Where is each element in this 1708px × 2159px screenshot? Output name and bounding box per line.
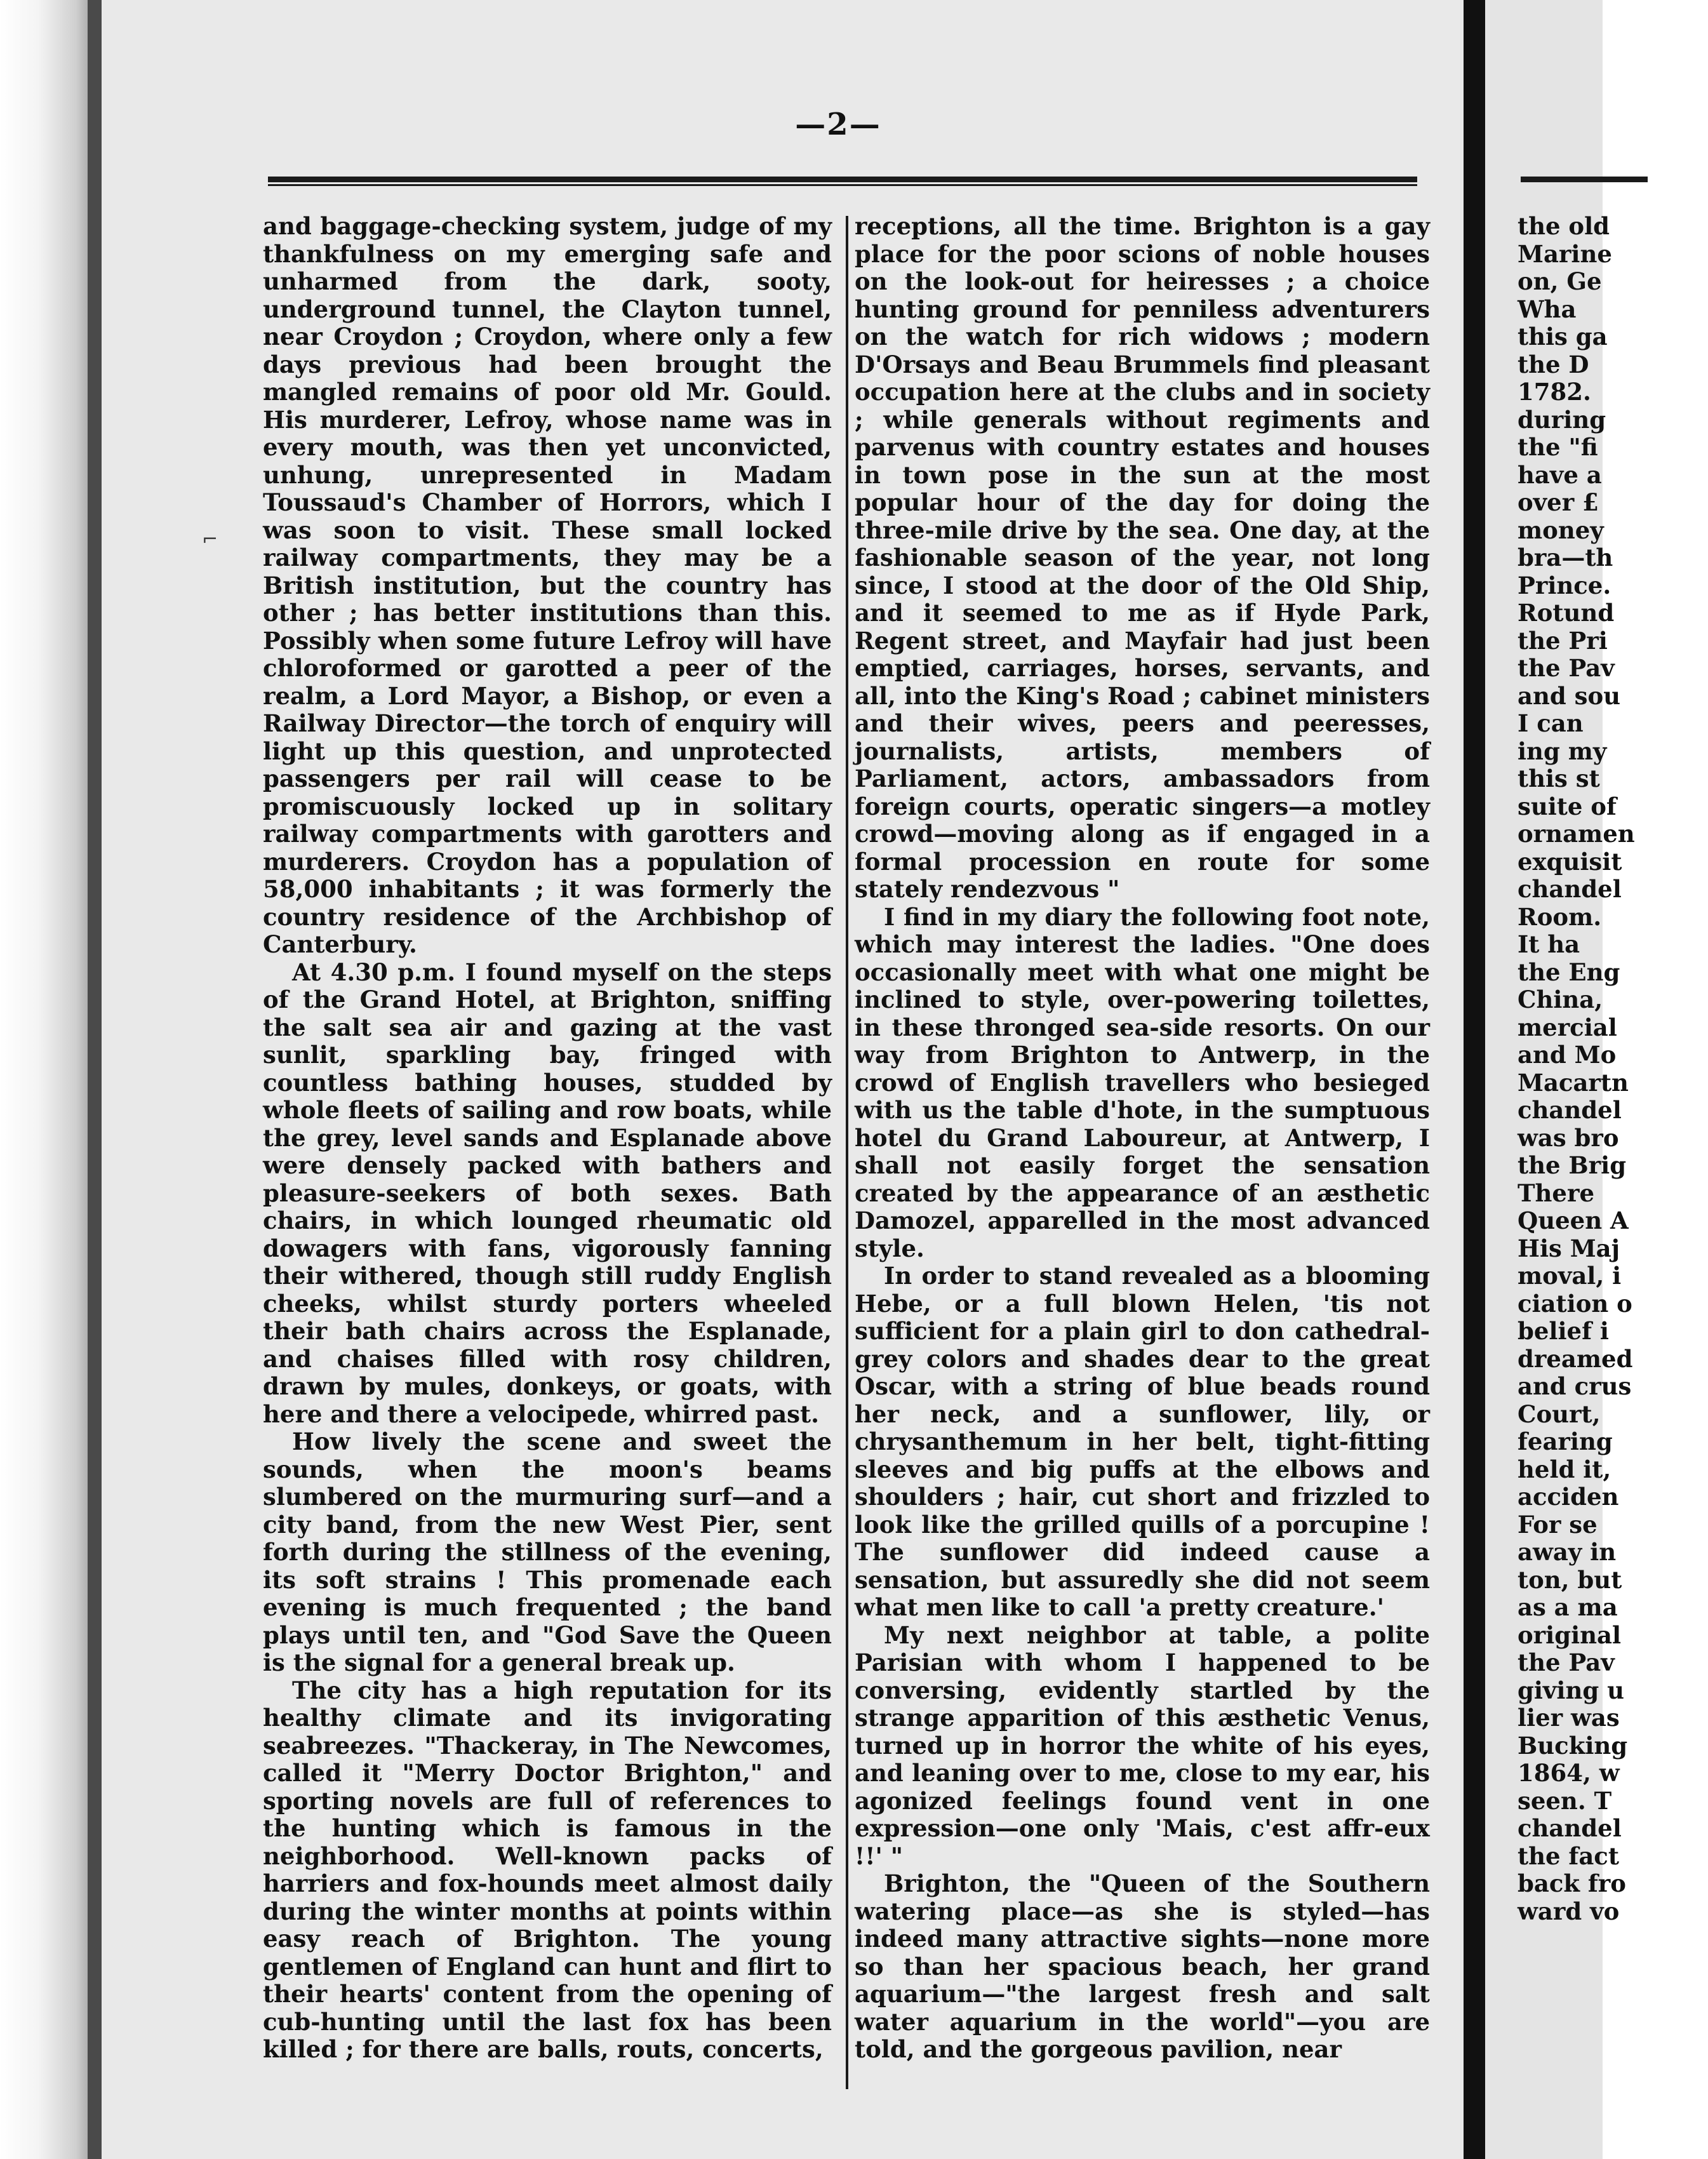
- page-number: —2—: [795, 107, 881, 142]
- column-1-paragraph: The city has a high reputation for its healthy climate and its invigorating seabreezes. "Thackeray, in The Newcomes, called it "Merry Doctor Brighton," and sporting novels are full of references to the hunting which is famous in the neighborhood. Well-known packs of harriers and fox-hounds meet almost daily during the winter months at points within easy reach of Brighton. The young gentlemen of England can hunt and flirt to their hearts' content from the opening of cub-hunting until the last fox has been killed ; for there are balls, routs, concerts,: [263, 1676, 832, 2063]
- adjacent-column-line: and crus: [1518, 1372, 1632, 1400]
- adjacent-column-line: Room.: [1518, 902, 1602, 931]
- adjacent-column-line: the Pav: [1518, 1648, 1615, 1676]
- adjacent-column-line: It ha: [1518, 930, 1580, 958]
- adjacent-column-line: chandel: [1518, 1096, 1622, 1124]
- adjacent-column-line: ornamen: [1518, 820, 1635, 848]
- adjacent-column-line: chandel: [1518, 1814, 1622, 1842]
- adjacent-column-line: belief i: [1518, 1317, 1609, 1345]
- adjacent-column-line: chandel: [1518, 875, 1622, 903]
- article-column-1: [263, 213, 832, 2064]
- adjacent-column-line: There: [1518, 1179, 1595, 1207]
- adjacent-column-line: the old: [1518, 212, 1610, 240]
- adjacent-page-rule: [1521, 177, 1648, 182]
- adjacent-column-line: 1782.: [1518, 378, 1591, 406]
- adjacent-column-line: Bucking: [1518, 1731, 1628, 1760]
- adjacent-column-line: I can: [1518, 709, 1584, 737]
- adjacent-column-line: the Brig: [1518, 1151, 1627, 1179]
- adjacent-column-line: moval, i: [1518, 1262, 1622, 1290]
- article-column-2: [855, 213, 1430, 2064]
- adjacent-column-line: original: [1518, 1621, 1622, 1649]
- adjacent-column-line: exquisit: [1518, 847, 1622, 876]
- adjacent-column-line: ward vo: [1518, 1897, 1620, 1925]
- adjacent-column-line: Wha: [1518, 295, 1577, 323]
- adjacent-column-line: money: [1518, 516, 1604, 544]
- stray-mark: ⌐: [202, 528, 218, 551]
- adjacent-column-line: held it,: [1518, 1455, 1611, 1483]
- header-rule-thin: [268, 184, 1417, 186]
- adjacent-column-line: mercial: [1518, 1013, 1617, 1041]
- adjacent-column-line: back fro: [1518, 1869, 1626, 1897]
- adjacent-column-line: 1864, w: [1518, 1759, 1620, 1787]
- column-2-paragraph: In order to stand revealed as a blooming Hebe, or a full blown Helen, 'tis not sufficient for a plain girl to don cathedral-grey colors and shades dear to the great Oscar, with a string of blue beads round her neck, and a sunflower, lily, or chrysanthemum in her belt, tight-fitting sleeves and big puffs at the elbows and shoulders ; hair, cut short and frizzled to look like the grilled quills of a porcupine ! The sunflower did indeed cause a sensation, but assuredly she did not seem what men like to call 'a pretty creature.': [855, 1262, 1430, 1621]
- column-2-paragraph: Brighton, the "Queen of the Southern watering place—as she is styled—has indeed many attractive sights—none more so than her spacious beach, her grand aquarium—"the largest fresh and salt water aquarium in the world"—you are told, and the gorgeous pavilion, near: [855, 1869, 1430, 2063]
- adjacent-column-line: over £: [1518, 488, 1599, 516]
- adjacent-column-line: the fact: [1518, 1842, 1619, 1870]
- adjacent-column-line: lier was: [1518, 1704, 1620, 1732]
- adjacent-page-column: [1518, 213, 1708, 1925]
- adjacent-column-line: have a: [1518, 460, 1602, 489]
- adjacent-column-line: ciation o: [1518, 1289, 1632, 1318]
- adjacent-column-line: Macartn: [1518, 1068, 1629, 1097]
- adjacent-column-line: bra—th: [1518, 544, 1613, 572]
- adjacent-column-line: fearing: [1518, 1427, 1613, 1455]
- adjacent-column-line: and sou: [1518, 681, 1621, 710]
- adjacent-column-line: suite of: [1518, 792, 1617, 820]
- adjacent-column-line: acciden: [1518, 1483, 1619, 1511]
- adjacent-column-line: Rotund: [1518, 599, 1615, 627]
- adjacent-column-line: ton, but: [1518, 1565, 1622, 1594]
- page-gutter: [1464, 0, 1485, 2159]
- adjacent-column-line: giving u: [1518, 1676, 1625, 1704]
- adjacent-column-line: For se: [1518, 1510, 1598, 1539]
- scan-margin: [0, 0, 95, 2159]
- column-1-paragraph: and baggage-checking system, judge of my thankfulness on my emerging safe and unharmed from the dark, sooty, underground tunnel, the Clayton tunnel, near Croydon ; Croydon, where only a few days previous had been brought the mangled remains of poor old Mr. Gould. His murderer, Lefroy, whose name was in every mouth, was then yet unconvicted, unhung, unrepresented in Madam Toussaud's Chamber of Horrors, which I was soon to visit. These small locked railway compartments, they may be a British institution, but the country has other ; has better institutions than this. Possibly when some future Lefroy will have chloroformed or garotted a peer of the realm, a Lord Mayor, a Bishop, or even a Railway Director—the torch of enquiry will light up this question, and unprotected passengers per rail will cease to be promiscuously locked up in solitary railway compartments with garotters and murderers. Croydon has a population of 58,000 inhabitants ; it was formerly the country residence of the Archbishop of Canterbury.: [263, 212, 832, 958]
- adjacent-column-line: the D: [1518, 350, 1589, 378]
- column-2-paragraph: My next neighbor at table, a polite Parisian with whom I happened to be conversing, evidently startled by the strange apparition of this æsthetic Venus, turned up in horror the white of his eyes, and leaning over to me, close to my ear, his agonized feelings found vent in one expression—one only 'Mais, c'est affr-eux !!' ": [855, 1621, 1430, 1870]
- adjacent-column-line: was bro: [1518, 1123, 1619, 1152]
- column-2-paragraph: I find in my diary the following foot note, which may interest the ladies. "One does occasionally meet with what one might be inclined to style, over-powering toilettes, in these thronged sea-side resorts. On our way from Brighton to Antwerp, in the crowd of English travellers who besieged with us the table d'hote, in the sumptuous hotel du Grand Laboureur, at Antwerp, I shall not easily forget the sensation created by the appearance of an æsthetic Damozel, apparelled in the most advanced style.: [855, 902, 1430, 1262]
- adjacent-column-line: this ga: [1518, 323, 1608, 351]
- adjacent-column-line: China,: [1518, 986, 1603, 1013]
- adjacent-column-line: and Mo: [1518, 1041, 1617, 1069]
- adjacent-column-line: this st: [1518, 765, 1600, 792]
- adjacent-column-line: the Pav: [1518, 654, 1615, 682]
- adjacent-column-line: as a ma: [1518, 1593, 1618, 1621]
- column-divider: [846, 216, 848, 2089]
- adjacent-column-line: ing my: [1518, 737, 1607, 765]
- adjacent-column-line: Queen A: [1518, 1206, 1629, 1234]
- adjacent-column-line: during: [1518, 405, 1606, 434]
- header-rule: [268, 177, 1417, 188]
- adjacent-column-line: the Eng: [1518, 958, 1620, 986]
- adjacent-column-line: away in: [1518, 1538, 1617, 1566]
- header-rule-thick: [268, 177, 1417, 182]
- adjacent-column-line: the "fi: [1518, 433, 1598, 461]
- scan-page-edge: [88, 0, 102, 2159]
- adjacent-column-line: on, Ge: [1518, 267, 1602, 295]
- column-1-paragraph: At 4.30 p.m. I found myself on the steps of the Grand Hotel, at Brighton, sniffing the salt sea air and gazing at the vast sunlit, sparkling bay, fringed with countless bathing houses, studded by whole fleets of sailing and row boats, while the grey, level sands and Esplanade above were densely packed with bathers and pleasure-seekers of both sexes. Bath chairs, in which lounged rheumatic old dowagers with fans, vigorously fanning their withered, though still ruddy English cheeks, whilst sturdy porters wheeled their bath chairs across the Esplanade, and chaises filled with rosy children, drawn by mules, donkeys, or goats, with here and there a velocipede, whirred past.: [263, 958, 832, 1428]
- column-1-paragraph: How lively the scene and sweet the sounds, when the moon's beams slumbered on the murmuring surf—and a city band, from the new West Pier, sent forth during the stillness of the evening, its soft strains ! This promenade each evening is much frequented ; the band plays until ten, and "God Save the Queen is the signal for a general break up.: [263, 1427, 832, 1676]
- adjacent-column-line: Marine: [1518, 239, 1612, 268]
- adjacent-column-line: Court,: [1518, 1400, 1601, 1428]
- adjacent-column-line: Prince.: [1518, 571, 1611, 599]
- column-2-paragraph: receptions, all the time. Brighton is a gay place for the poor scions of noble houses on the look-out for heiresses ; a choice hunting ground for penniless adventurers on the watch for rich widows ; modern D'Orsays and Beau Brummels find pleasant occupation here at the clubs and in society ; while generals without regiments and parvenus with country estates and houses in town pose in the sun at the most popular hour of the day for doing the three-mile drive by the sea. One day, at the fashionable season of the year, not long since, I stood at the door of the Old Ship, and it seemed to me as if Hyde Park, Regent street, and Mayfair had just been emptied, carriages, horses, servants, and all, into the King's Road ; cabinet ministers and their wives, peers and peeresses, journalists, artists, members of Parliament, actors, ambassadors from foreign courts, operatic singers—a motley crowd—moving along as if engaged in a formal procession en route for some stately rendezvous ": [855, 212, 1430, 903]
- adjacent-column-line: His Maj: [1518, 1234, 1620, 1262]
- adjacent-column-line: seen. T: [1518, 1786, 1612, 1815]
- adjacent-column-line: dreamed: [1518, 1344, 1633, 1373]
- adjacent-column-line: the Pri: [1518, 626, 1608, 655]
